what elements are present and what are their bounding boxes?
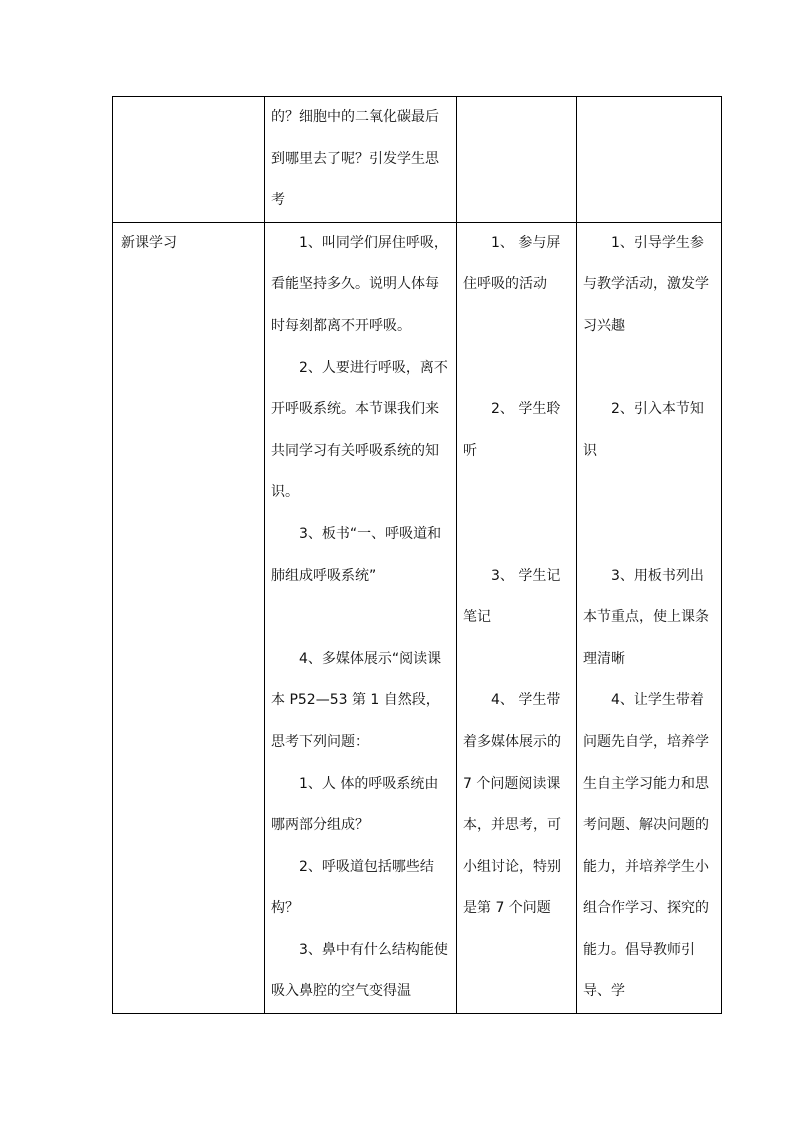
intent-item-1: 1、引导学生参与教学活动，激发学习兴趣 [583,234,709,334]
student-item-1: 1、 参与屏住呼吸的活动 [463,234,561,293]
teacher-item-2: 2、人要进行呼吸，离不开呼吸系统。本节课我们来共同学习有关呼吸系统的知识。 [271,359,448,501]
question-3: 3、鼻中有什么结构能使吸入鼻腔的空气变得温 [271,941,448,1000]
teacher-text-continued: 的？细胞中的二氧化碳最后到哪里去了呢？引发学生思考 [271,109,439,209]
design-intent-cell [577,222,722,1013]
student-item-4: 4、 学生带着多媒体展示的 7 个问题阅读课本，并思考，可小组讨论，特别是第 7 个问题 [463,692,561,917]
student-item-2: 2、 学生聆听 [463,401,561,459]
question-1: 1、人 体的呼吸系统由哪两部分组成？ [271,775,439,834]
continuation-row [113,97,722,223]
intent-item-2: 2、引入本节知识 [583,401,704,459]
student-item-3: 3、 学生记笔记 [463,567,561,626]
teacher-activity-cell [265,222,457,1013]
new-lesson-row [113,222,722,1013]
lesson-plan-table [112,96,722,1014]
student-activity-cell [457,222,577,1013]
intent-item-3: 3、用板书列出本节重点，使上课条理清晰 [583,567,709,667]
design-intent-cell-empty [577,97,722,223]
teacher-item-4: 4、多媒体展示“阅读课本 P52—53 第 1 自然段，思考下列问题： [271,650,442,750]
stage-cell-empty [113,97,265,223]
stage-cell [113,222,265,1013]
teacher-activity-cell [265,97,457,223]
student-activity-cell-empty [457,97,577,223]
intent-item-4: 4、让学生带着问题先自学，培养学生自主学习能力和思考问题、解决问题的能力，并培养学生小组合作学习、探究的能力。倡导教师引导、学 [583,692,709,1000]
teacher-item-1: 1、叫同学们屏住呼吸，看能坚持多久。说明人体每时每刻都离不开呼吸。 [271,234,448,334]
teacher-item-3: 3、板书“一、呼吸道和肺组成呼吸系统” [271,525,442,584]
question-2: 2、呼吸道包括哪些结构？ [271,858,434,917]
stage-label: 新课学习 [121,234,177,251]
